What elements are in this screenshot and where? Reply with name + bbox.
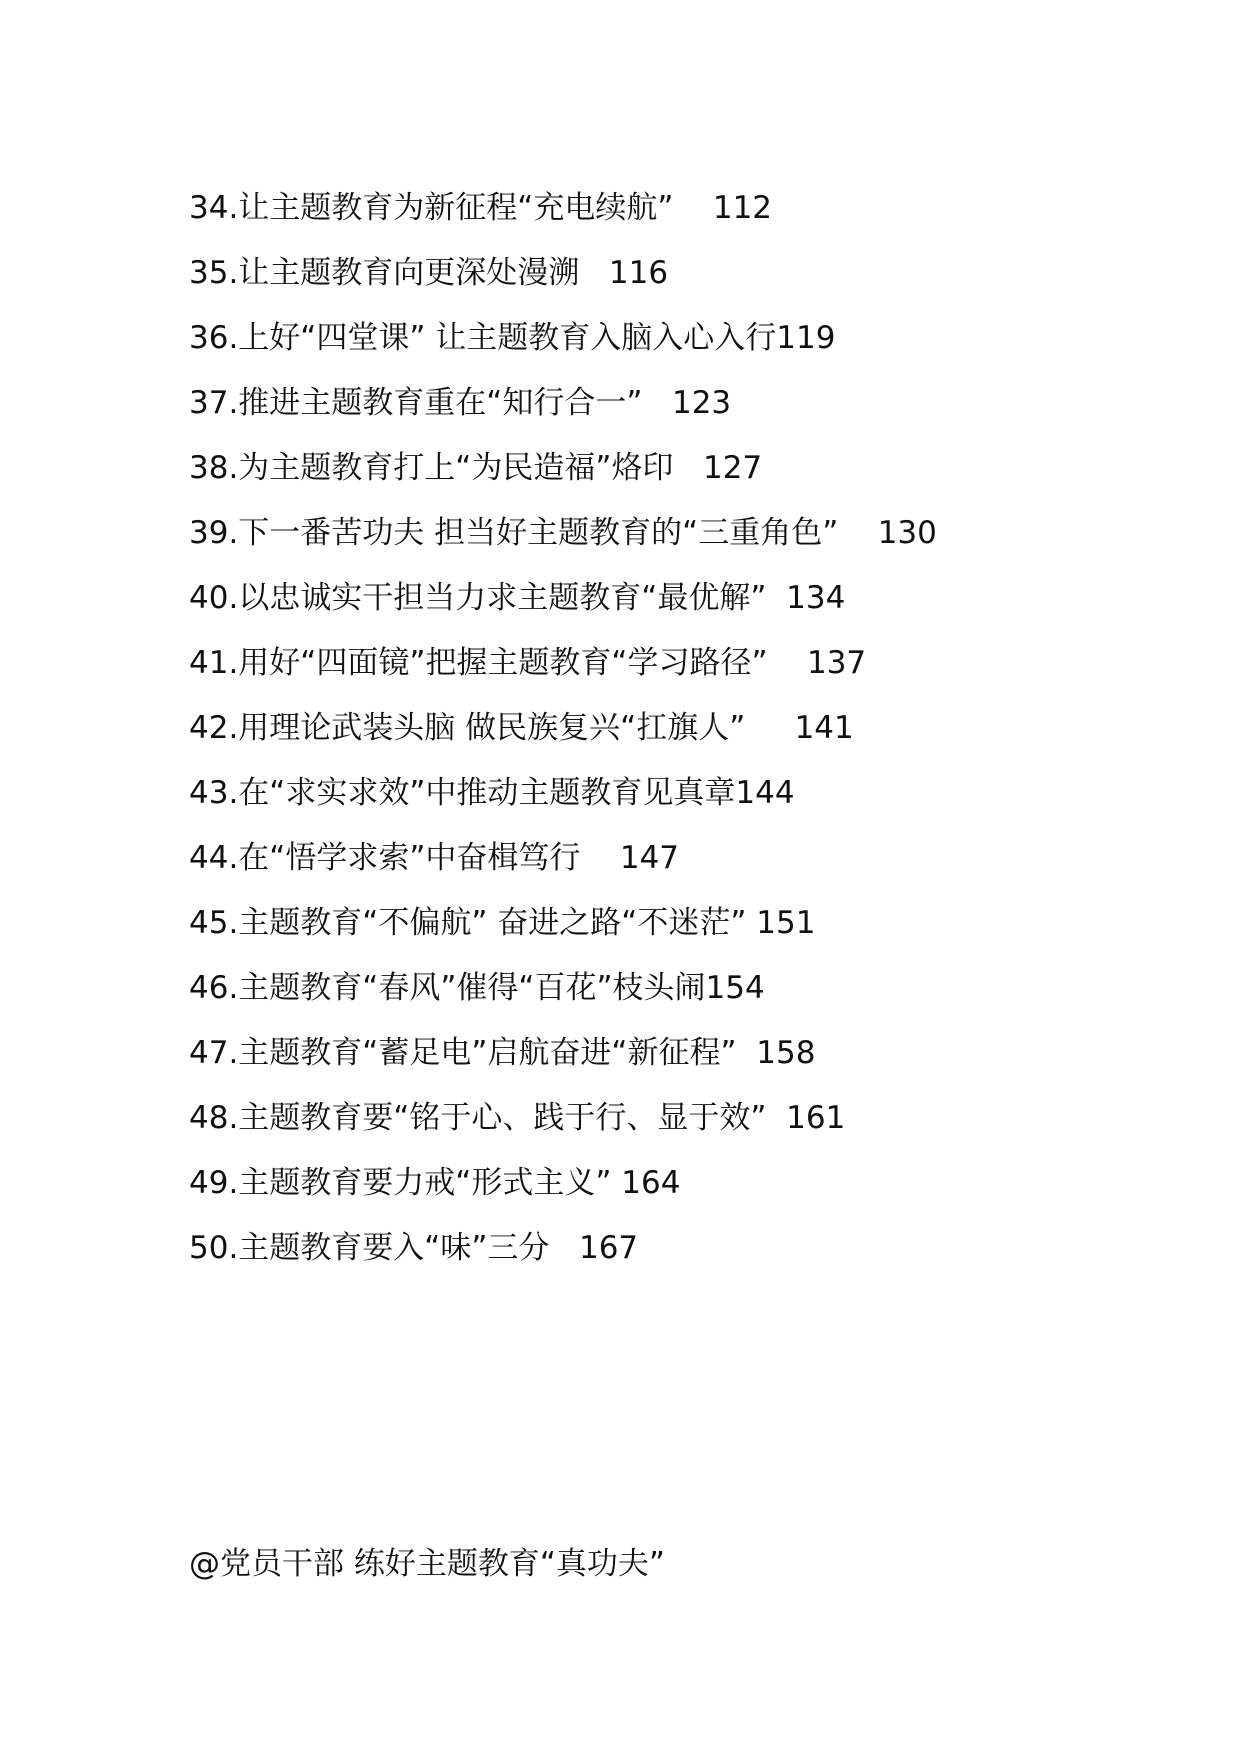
toc-entry <box>189 175 1169 240</box>
toc-entry-page-number: 123 <box>671 384 732 421</box>
toc-entry-title: 50.主题教育要入“味”三分 <box>189 1229 550 1266</box>
toc-entry-page-number: 116 <box>608 254 669 291</box>
toc-entry-gap <box>737 1031 757 1075</box>
toc-entry <box>189 1150 1169 1215</box>
toc-entry-title: 41.用好“四面镜”把握主题教育“学习路径” <box>189 644 768 681</box>
toc-entry-title: 44.在“悟学求索”中奋楫笃行 <box>189 839 581 876</box>
toc-entry-gap <box>746 901 756 945</box>
toc-entry-gap <box>673 186 712 230</box>
toc-entry-page-number: 137 <box>806 644 867 681</box>
toc-entry-gap <box>642 381 672 425</box>
toc-entry <box>189 825 1169 890</box>
toc-entry-title: 36.上好“四堂课” 让主题教育入脑入心入行 <box>189 319 777 356</box>
toc-entry-title: 45.主题教育“不偏航” 奋进之路“不迷茫” <box>189 904 747 941</box>
toc-entry-page-number: 130 <box>877 514 937 551</box>
toc-entry-title: 43.在“求实求效”中推动主题教育见真章 <box>189 774 736 811</box>
toc-entry-title: 48.主题教育要“铭于心、践于行、显于效” <box>189 1099 767 1136</box>
toc-entry-page-number: 151 <box>756 904 816 941</box>
toc-entry-gap <box>766 1096 786 1140</box>
toc-entry-gap <box>768 641 807 685</box>
toc-entry-page-number: 164 <box>621 1164 681 1201</box>
toc-entry-page-number: 134 <box>786 579 846 616</box>
toc-entry <box>189 435 1169 500</box>
toc-entry-title: 49.主题教育要力戒“形式主义” <box>189 1164 612 1201</box>
toc-entry-gap <box>838 511 877 555</box>
toc-entry-title: 39.下一番苦功夫 担当好主题教育的“三重角色” <box>189 514 839 551</box>
toc-entry-gap <box>611 1161 621 1205</box>
toc-entry <box>189 1215 1169 1280</box>
toc-entry <box>189 1085 1169 1150</box>
toc-entry-page-number: 158 <box>756 1034 816 1071</box>
toc-entry <box>189 695 1169 760</box>
toc-entry-title: 46.主题教育“春风”催得“百花”枝头闹 <box>189 969 706 1006</box>
toc-entry-page-number: 167 <box>578 1229 639 1266</box>
toc-entry <box>189 760 1169 825</box>
toc-entry <box>189 890 1169 955</box>
toc-entry-gap <box>745 706 794 750</box>
toc-entry <box>189 955 1169 1020</box>
table-of-contents <box>189 175 1169 1280</box>
toc-entry-page-number: 141 <box>794 709 854 746</box>
toc-entry <box>189 565 1169 630</box>
toc-entry-page-number: 119 <box>776 319 836 356</box>
toc-entry-gap <box>579 251 609 295</box>
toc-entry-page-number: 144 <box>735 774 795 811</box>
toc-entry-title: 34.让主题教育为新征程“充电续航” <box>189 189 674 226</box>
toc-entry-title: 35.让主题教育向更深处漫溯 <box>189 254 580 291</box>
toc-entry-gap <box>580 836 619 880</box>
toc-entry-title: 37.推进主题教育重在“知行合一” <box>189 384 643 421</box>
toc-entry <box>189 370 1169 435</box>
toc-entry <box>189 630 1169 695</box>
toc-entry <box>189 1020 1169 1085</box>
toc-entry <box>189 305 1169 370</box>
toc-entry-gap <box>673 446 703 490</box>
toc-entry-page-number: 154 <box>705 969 765 1006</box>
toc-entry-title: 38.为主题教育打上“为民造福”烙印 <box>189 449 674 486</box>
toc-entry-page-number: 127 <box>702 449 763 486</box>
toc-entry-page-number: 112 <box>712 189 773 226</box>
toc-entry-title: 47.主题教育“蓄足电”启航奋进“新征程” <box>189 1034 737 1071</box>
toc-entry-page-number: 161 <box>786 1099 846 1136</box>
toc-entry-title: 42.用理论武装头脑 做民族复兴“扛旗人” <box>189 709 746 746</box>
toc-entry <box>189 240 1169 305</box>
toc-entry <box>189 500 1169 565</box>
toc-entry-page-number: 147 <box>619 839 680 876</box>
toc-entry-gap <box>549 1226 579 1270</box>
article-title: @党员干部 练好主题教育“真功夫” <box>189 1546 665 1582</box>
toc-entry-gap <box>766 576 786 620</box>
toc-entry-title: 40.以忠诚实干担当力求主题教育“最优解” <box>189 579 767 616</box>
